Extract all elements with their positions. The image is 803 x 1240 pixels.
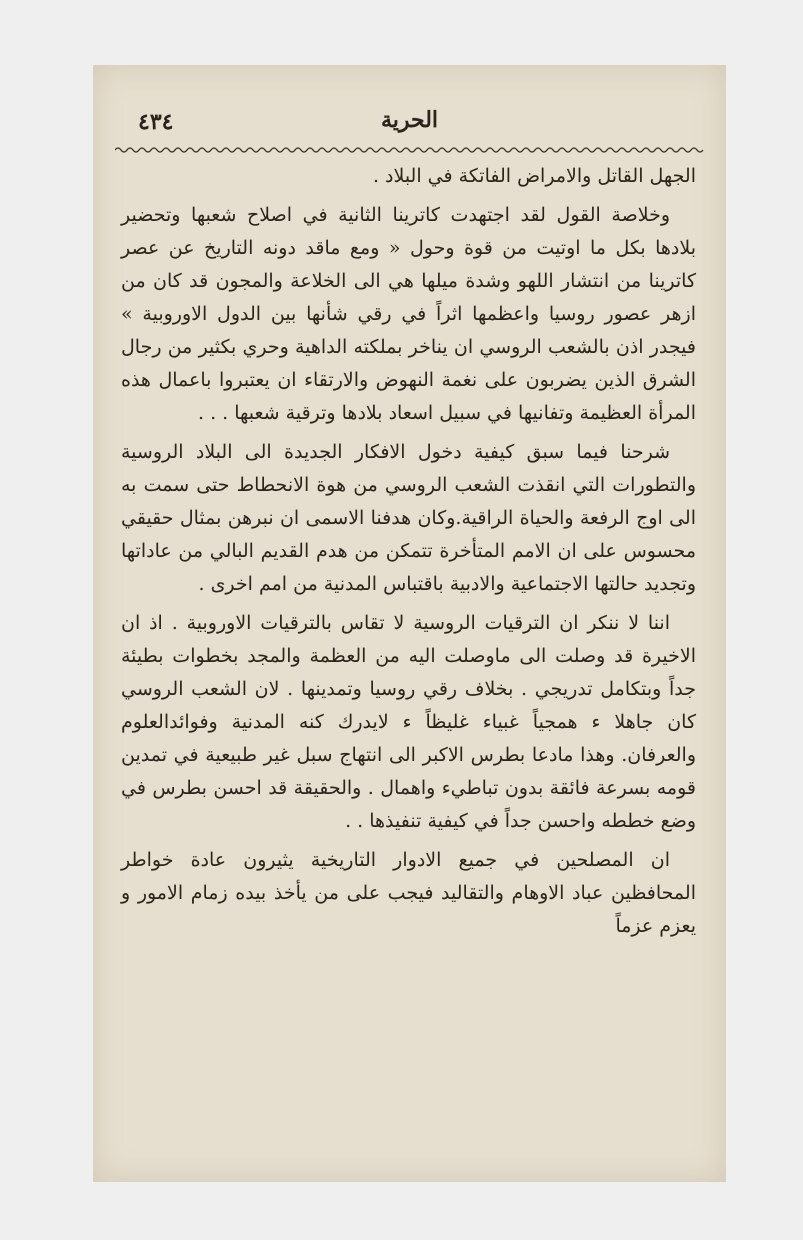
running-title: الحرية — [380, 107, 439, 133]
book-page — [93, 65, 726, 1182]
body-text — [121, 160, 696, 949]
paragraph-2: وخلاصة القول لقد اجتهدت كاترينا الثانية في اصلاح شعبها وتحضير بلادها بكل ما اوتيت من قوة وحول « ومع ماقد دونه التاريخ عن عصر كاترينا من انتشار اللهو وشدة ميلها هي الى الخلاعة والمجون قد كان من ازهر عصور روسيا واعظمها اثراً في رقي شأنها بين الدول الاوروبية » فيجدر اذن بالشعب الروسي ان يناخر بملكته الداهية وحري بكثير من رجال الشرق الذين يضربون على نغمة النهوض والارتقاء ان يعتبروا باعمال هذه المرأة العظيمة وتفانيها في سبيل اسعاد بلادها وترقية شعبها . . . — [121, 204, 696, 424]
paragraph-4: اننا لا ننكر ان الترقيات الروسية لا تقاس بالترقيات الاوروبية . اذ ان الاخيرة قد وصلت الى ماوصلت اليه من العظمة والمجد بخطوات بطيئة جداً وبتكامل تدريجي . بخلاف رقي روسيا وتمدينها . لان الشعب الروسي كان جاهلا ء همجياً غبياء غليظاً ء لايدرك كنه المدنية وفوائدالعلوم والعرفان. وهذا مادعا بطرس الاكبر الى انتهاج سبل غير طبيعية في تمدين قومه بسرعة فائقة بدون تباطيء واهمال . والحقيقة قد احسن بطرس في وضع خططه واحسن جداً في كيفية تنفيذها . . — [121, 612, 696, 832]
header-wavy-rule — [115, 146, 706, 154]
page-number: ٤٣٤ — [138, 109, 174, 135]
paragraph-3: شرحنا فيما سبق كيفية دخول الافكار الجديدة الى البلاد الروسية والتطورات التي انقذت الشعب الروسي من هوة الانحطاط حتى سمت به الى اوج الرفعة والحياة الراقية.وكان هدفنا الاسمى ان نبرهن بمثال حقيقي محسوس على ان الامم المتأخرة تتمكن من هدم القديم البالي من عاداتها وتجديد حالتها الاجتماعية والادبية باقتباس المدنية من امم اخرى . — [121, 441, 696, 595]
paragraph-1: الجهل القاتل والامراض الفاتكة في البلاد . — [372, 165, 696, 187]
page-header — [93, 105, 726, 145]
paragraph-5: ان المصلحين في جميع الادوار التاريخية يثيرون عادة خواطر المحافظين عباد الاوهام والتقاليد فيجب على من يأخذ بيده زمام الامور و يعزم عزماً — [121, 849, 696, 937]
